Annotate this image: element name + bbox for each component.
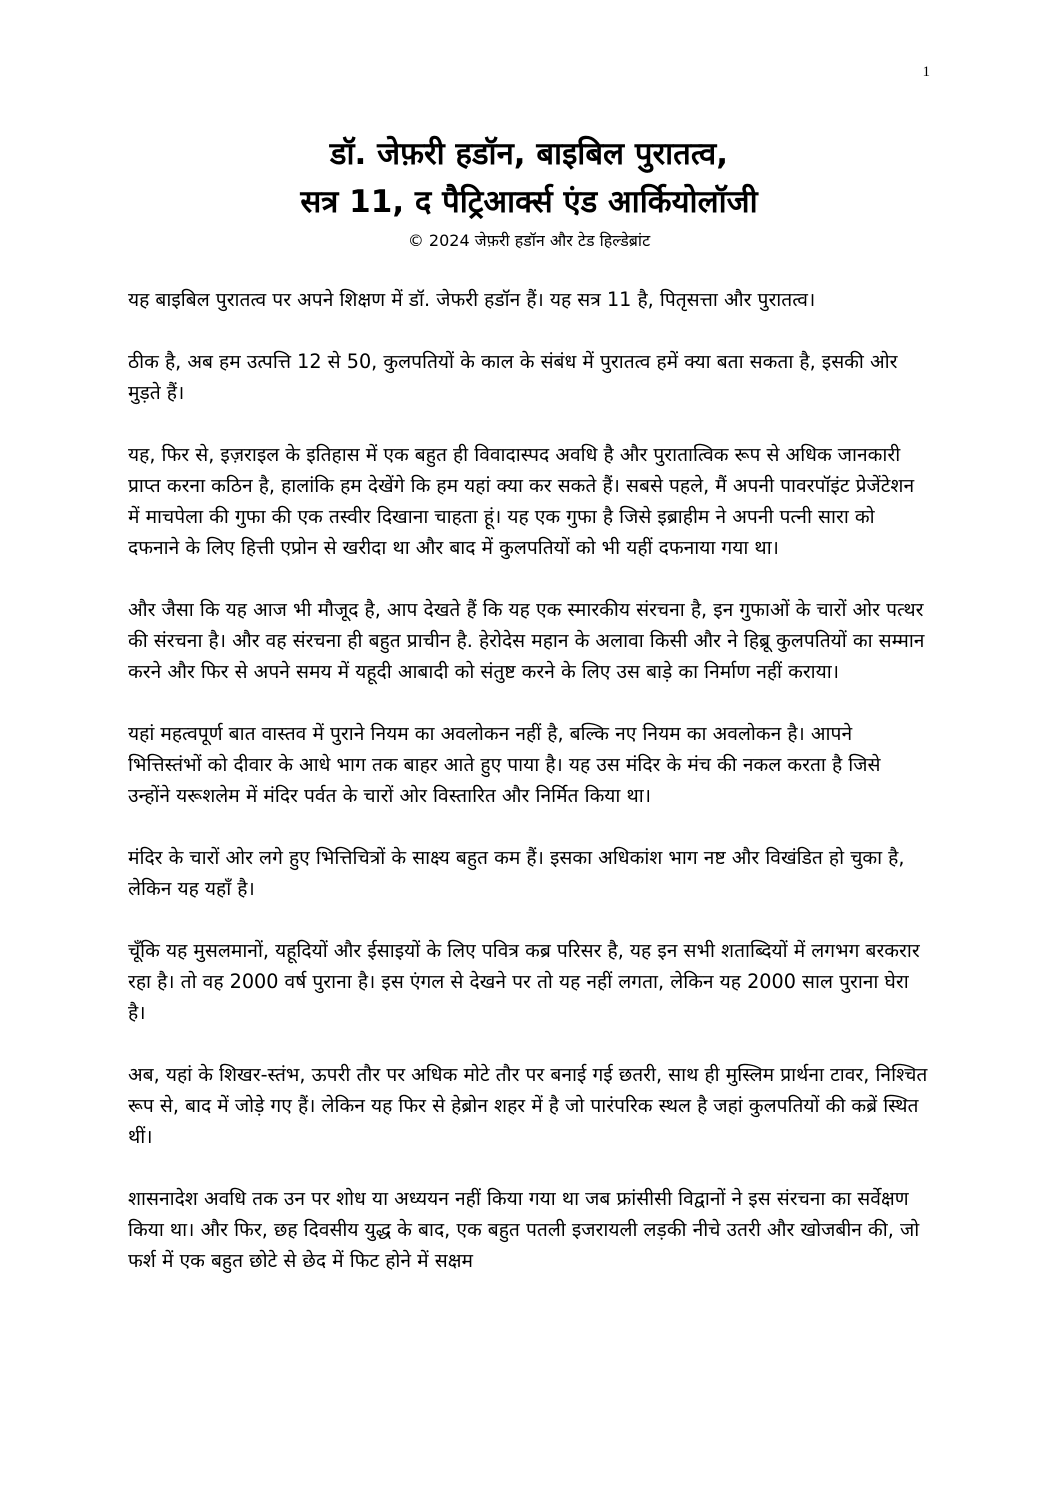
paragraph-6: मंदिर के चारों ओर लगे हुए भित्तिचित्रों के साक्ष्य बहुत कम हैं। इसका अधिकांश भाग नष्ट और विखंडित हो चुका है, लेकिन यह यहाँ है। <box>128 846 905 900</box>
paragraph-3: यह, फिर से, इज़राइल के इतिहास में एक बहुत ही विवादास्पद अवधि है और पुरातात्विक रूप से अधिक जानकारी प्राप्त करना कठिन है, हालांकि हम देखेंगे कि हम यहां क्या कर सकते हैं। सबसे पहले, मैं अपनी पावरपॉइंट प्रेजेंटेशन में माचपेला की गुफा की एक तस्वीर दिखाना चाहता हूं। यह एक गुफा है जिसे इब्राहीम ने अपनी पत्नी सारा को दफनाने के लिए हित्ती एप्रोन से खरीदा था और बाद में कुलपतियों को भी यहीं दफनाया गया था। <box>128 443 915 559</box>
paragraph-4: और जैसा कि यह आज भी मौजूद है, आप देखते हैं कि यह एक स्मारकीय संरचना है, इन गुफाओं के चारों ओर पत्थर की संरचना है। और वह संरचना ही बहुत प्राचीन है. हेरोदेस महान के अलावा किसी और ने हिब्रू कुलपतियों का सम्मान करने और फिर से अपने समय में यहूदी आबादी को संतुष्ट करने के लिए उस बाड़े का निर्माण नहीं कराया। <box>128 598 925 683</box>
document-title-line-1: डॉ. जेफ़री हडॉन, बाइबिल पुरातत्व, <box>329 136 729 172</box>
document-body <box>128 284 928 1307</box>
paragraph-5: यहां महत्वपूर्ण बात वास्तव में पुराने नियम का अवलोकन नहीं है, बल्कि नए नियम का अवलोकन है। आपने भित्तिस्तंभों को दीवार के आधे भाग तक बाहर आते हुए पाया है। यह उस मंदिर के मंच की नकल करता है जिसे उन्होंने यरूशलेम में मंदिर पर्वत के चारों ओर विस्तारित और निर्मित किया था। <box>128 722 881 807</box>
paragraph-7: चूँकि यह मुसलमानों, यहूदियों और ईसाइयों के लिए पवित्र कब्र परिसर है, यह इन सभी शताब्दियों में लगभग बरकरार रहा है। तो वह 2000 वर्ष पुराना है। इस एंगल से देखने पर तो यह नहीं लगता, लेकिन यह 2000 साल पुराना घेरा है। <box>128 939 920 1024</box>
document-title-line-2: सत्र 11, द पैट्रिआर्क्स एंड आर्कियोलॉजी <box>300 184 758 220</box>
paragraph-1: यह बाइबिल पुरातत्व पर अपने शिक्षण में डॉ. जेफरी हडॉन हैं। यह सत्र 11 है, पितृसत्ता और पुरातत्व। <box>128 288 816 311</box>
document-header <box>100 130 958 254</box>
paragraph-8: अब, यहां के शिखर-स्तंभ, ऊपरी तौर पर अधिक मोटे तौर पर बनाई गई छतरी, साथ ही मुस्लिम प्रार्थना टावर, निश्चित रूप से, बाद में जोड़े गए हैं। लेकिन यह फिर से हेब्रोन शहर में है जो पारंपरिक स्थल है जहां कुलपतियों की कब्रें स्थित थीं। <box>128 1063 928 1148</box>
copyright-notice: © 2024 जेफ़री हडॉन और टेड हिल्डेब्रांट <box>407 231 651 250</box>
paragraph-9: शासनादेश अवधि तक उन पर शोध या अध्ययन नहीं किया गया था जब फ्रांसीसी विद्वानों ने इस संरचना का सर्वेक्षण किया था। और फिर, छह दिवसीय युद्ध के बाद, एक बहुत पतली इजरायली लड़की नीचे उतरी और खोजबीन की, जो फर्श में एक बहुत छोटे से छेद में फिट होने में सक्षम <box>128 1187 920 1272</box>
page-number: 1 <box>922 64 930 80</box>
paragraph-2: ठीक है, अब हम उत्पत्ति 12 से 50, कुलपतियों के काल के संबंध में पुरातत्व हमें क्या बता सकता है, इसकी ओर मुड़ते हैं। <box>128 350 898 404</box>
